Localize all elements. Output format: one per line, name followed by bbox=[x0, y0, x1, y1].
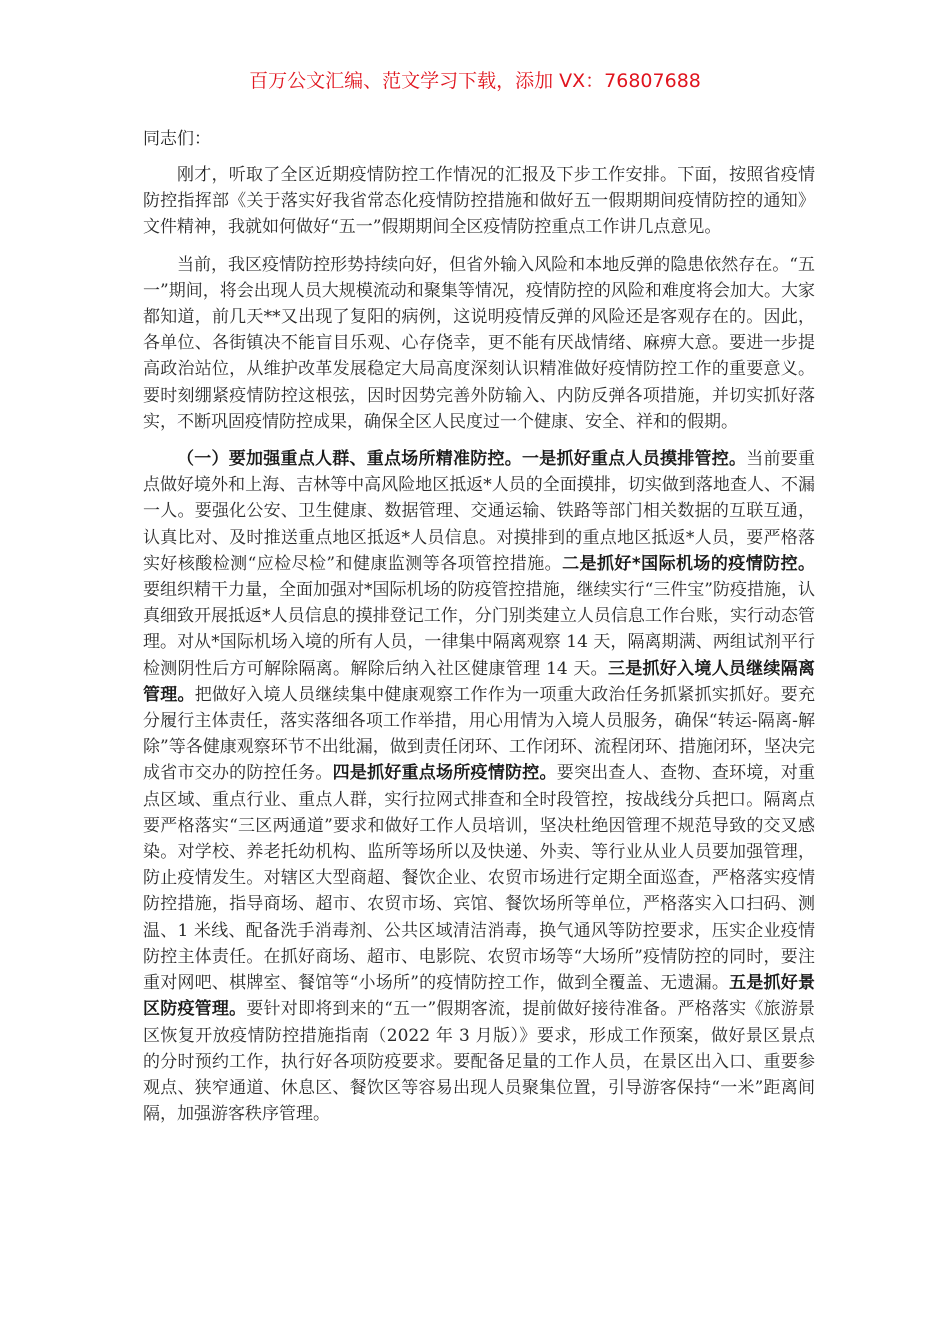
paragraph-text: 要突出查人、查物、查环境，对重点区域、重点行业、重点人群，实行拉网式排查和全时段管控，按战线分兵把口。隔离点要严格落实“三区两通道”要求和做好工作人员培训，坚决杜绝因管理不规范导致的交叉感染。对学校、养老托幼机构、监所等场所以及快递、外卖、等行业从业人员要加强管理，防止疫情发生。对辖区大型商超、餐饮企业、农贸市场进行定期全面巡查，严格落实疫情防控措施，指导商场、超市、农贸市场、宾馆、餐饮场所等单位，严格落实入口扫码、测温、1 米线、配备洗手消毒剂、公共区域清洁消毒，换气通风等防控要求，压实企业疫情防控主体责任。在抓好商场、超市、电影院、农贸市场等“大场所”疫情防控的同时，要注重对网吧、棋牌室、餐馆等“小场所”的疫情防控工作，做到全覆盖、无遗漏。 bbox=[143, 763, 816, 994]
paragraph-text: 把做好入境人员继续集中健康观察工作作为一项重大政治任务抓紧抓实抓好。要充分履行主体责任，落实落细各项工作举措，用心用情为入境人员服务，确保“转运-隔离-解除”等各健康观察环节不出纰漏，做到责任闭环、工作闭环、流程闭环、措施闭环，坚决完成省市交办的防控任务。 bbox=[143, 684, 816, 784]
section-heading: （一）要加强重点人群、重点场所精准防控。一是抓好重点人员摸排管控。 bbox=[177, 449, 747, 470]
watermark-banner: 百万公文汇编、范文学习下载，添加 VX：76807688 bbox=[249, 70, 701, 92]
paragraph-text: 刚才，听取了全区近期疫情防控工作情况的汇报及下步工作安排。下面，按照省疫情防控指挥部《关于落实好我省常态化疫情防控措施和做好五一假期期间疫情防控的通知》文件精神，我就如何做好“五一”假期期间全区疫情防控重点工作讲几点意见。 bbox=[143, 165, 815, 238]
paragraph-text: 要组织精干力量，全面加强对*国际机场的防疫管控措施，继续实行“三件宝”防疫措施，认真细致开展抵返*人员信息的摸排登记工作，分门别类建立人员信息工作台账，实行动态管理。对从*国际机场入境的所有人员，一律集中隔离观察 14 天，隔离期满、两组试剂平行检测阴性后方可解除隔离。解除后纳入社区健康管理 14 天。 bbox=[143, 580, 815, 679]
paragraph-intro bbox=[143, 162, 815, 241]
subpoint-heading-two: 二是抓好*国际机场的疫情防控。 bbox=[562, 553, 816, 574]
paragraph-section-one bbox=[143, 446, 815, 1127]
subpoint-heading-three: 三是抓好入境人员继续隔离管理。 bbox=[143, 658, 815, 705]
paragraph-situation bbox=[143, 252, 815, 435]
document-body bbox=[143, 126, 815, 1138]
paragraph-text: 当前，我区疫情防控形势持续向好，但省外输入风险和本地反弹的隐患依然存在。“五一”期间，将会出现人员大规模流动和聚集等情况，疫情防控的风险和难度将会加大。大家都知道，前几天**又出现了复阳的病例，这说明疫情反弹的风险还是客观存在的。因此，各单位、各街镇决不能盲目乐观、心存侥幸，更不能有厌战情绪、麻痹大意。要进一步提高政治站位，从维护改革发展稳定大局高度深刻认识精准做好疫情防控工作的重要意义。要时刻绷紧疫情防控这根弦，因时因势完善外防输入、内防反弹各项措施，并切实抓好落实，不断巩固疫情防控成果，确保全区人民度过一个健康、安全、祥和的假期。 bbox=[143, 254, 815, 432]
paragraph-text: 当前要重点做好境外和上海、吉林等中高风险地区抵返*人员的全面摸排，切实做到落地查人、不漏一人。要强化公安、卫生健康、数据管理、交通运输、铁路等部门相关数据的互联互通，认真比对、及时推送重点地区抵返*人员信息。对摸排到的重点地区抵返*人员，要严格落实好核酸检测“应检尽检”和健康监测等各项管控措施。 bbox=[143, 449, 815, 574]
subpoint-heading-five: 五是抓好景区防疫管理。 bbox=[143, 973, 815, 1020]
subpoint-heading-four: 四是抓好重点场所疫情防控。 bbox=[332, 763, 557, 784]
paragraph-text: 要针对即将到来的“五一”假期客流，提前做好接待准备。严格落实《旅游景区恢复开放疫情防控措施指南（2022 年 3 月版）》要求，形成工作预案，做好景区景点的分时预约工作，执行好各项防疫要求。要配备足量的工作人员，在景区出入口、重要参观点、狭窄通道、休息区、餐饮区等容易出现人员聚集位置，引导游客保持“一米”距离间隔，加强游客秩序管理。 bbox=[143, 999, 815, 1125]
salutation: 同志们： bbox=[143, 129, 211, 149]
